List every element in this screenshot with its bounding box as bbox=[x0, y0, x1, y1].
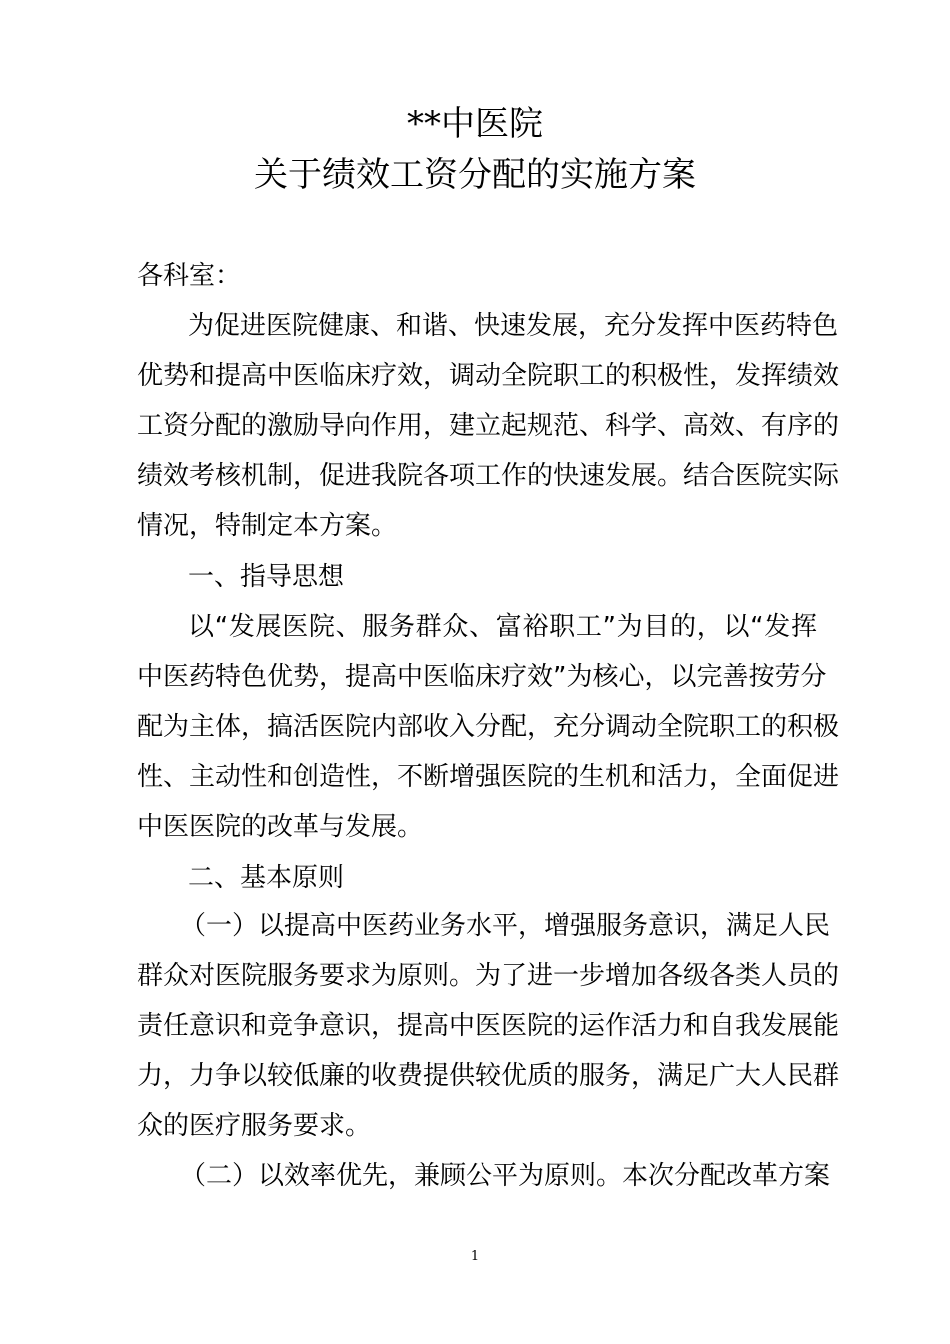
intro-line: 情况，特制定本方案。 bbox=[137, 511, 398, 541]
document-title-line1: **中医院 bbox=[407, 104, 543, 144]
section2-item1-line: 众的医疗服务要求。 bbox=[137, 1111, 372, 1141]
intro-line: 优势和提高中医临床疗效，调动全院职工的积极性，发挥绩效 bbox=[137, 361, 840, 391]
intro-line: 为促进医院健康、和谐、快速发展，充分发挥中医药特色 bbox=[188, 311, 839, 341]
salutation: 各科室： bbox=[137, 261, 242, 291]
document-title-line2: 关于绩效工资分配的实施方案 bbox=[254, 155, 696, 195]
intro-line: 绩效考核机制，促进我院各项工作的快速发展。结合医院实际 bbox=[137, 461, 840, 491]
section2-item1-line: 群众对医院服务要求为原则。为了进一步增加各级各类人员的 bbox=[137, 961, 840, 991]
page-number: 1 bbox=[470, 1249, 480, 1264]
section1-line: 配为主体，搞活医院内部收入分配，充分调动全院职工的积极 bbox=[137, 712, 840, 742]
section2-item1-line: （一）以提高中医药业务水平，增强服务意识，满足人民 bbox=[180, 911, 831, 941]
section2-heading: 二、基本原则 bbox=[188, 863, 345, 893]
section1-line: 中医药特色优势，提高中医临床疗效”为核心，以完善按劳分 bbox=[137, 662, 827, 692]
section1-line: 性、主动性和创造性，不断增强医院的生机和活力，全面促进 bbox=[137, 762, 840, 792]
section1-line: 中医医院的改革与发展。 bbox=[137, 812, 424, 842]
section1-heading: 一、指导思想 bbox=[188, 562, 345, 592]
section2-item2-line: （二）以效率优先，兼顾公平为原则。本次分配改革方案 bbox=[180, 1161, 831, 1191]
section2-item1-line: 责任意识和竞争意识，提高中医医院的运作活力和自我发展能 bbox=[137, 1011, 840, 1041]
intro-line: 工资分配的激励导向作用，建立起规范、科学、高效、有序的 bbox=[137, 411, 840, 441]
section1-line: 以“发展医院、服务群众、富裕职工”为目的，以“发挥 bbox=[188, 612, 817, 642]
section2-item1-line: 力，力争以较低廉的收费提供较优质的服务，满足广大人民群 bbox=[137, 1061, 840, 1091]
